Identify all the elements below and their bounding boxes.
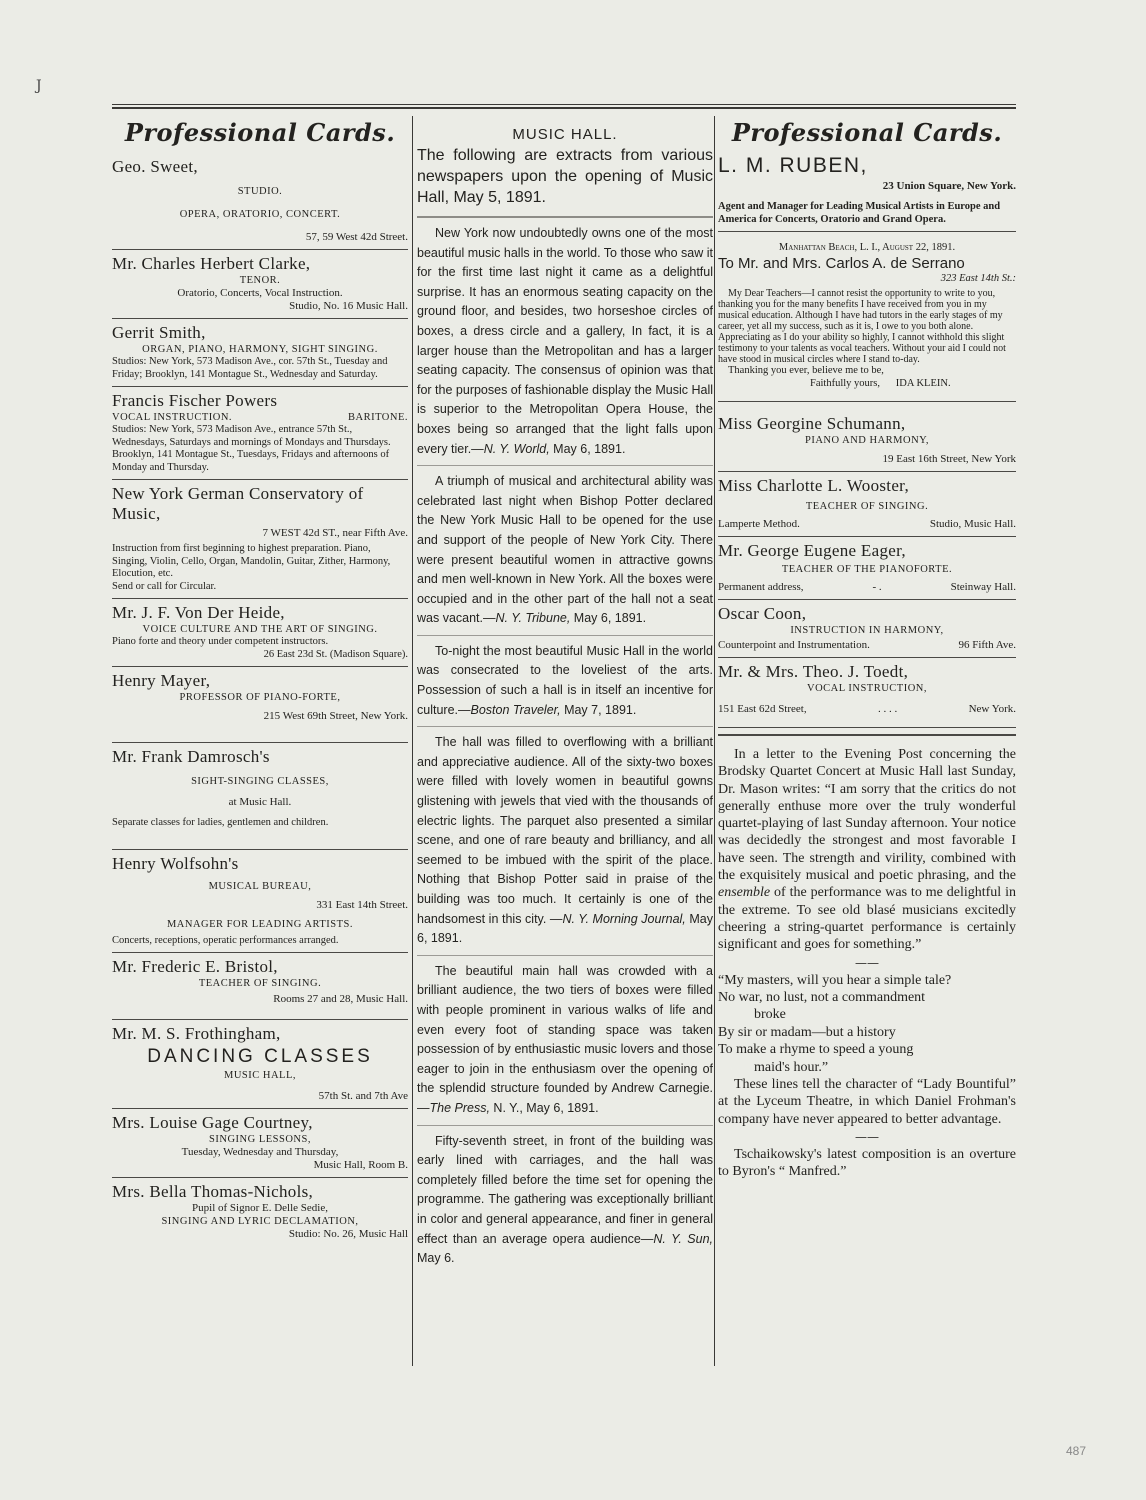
card-address: New York. — [968, 703, 1016, 715]
card-line: at Music Hall. — [228, 796, 292, 808]
card-body: Instruction from first beginning to highest preparation. Piano, Singing, Violin, Cello, Organ, Mandolin, Guitar, Zither, Harmony, Elocution, etc. — [112, 543, 391, 579]
card-address: Music Hall, Room B. — [313, 1159, 408, 1171]
card-line: Lamperte Method. — [718, 518, 800, 530]
lead-paragraph: The following are extracts from various newspapers upon the opening of Music Hall, May 5, 1891. — [417, 147, 713, 206]
card-name: Henry Mayer, — [112, 671, 211, 690]
card-name: Mr. M. S. Frothingham, — [112, 1024, 281, 1043]
card-address: 23 Union Square, New York. — [882, 180, 1016, 192]
margin-mark: J — [36, 78, 42, 94]
divider-dash: —— — [855, 1129, 879, 1144]
card-von-der-heide — [112, 599, 408, 667]
card-line: VOCAL INSTRUCTION, — [806, 683, 928, 694]
card-name: Miss Georgine Schumann, — [718, 414, 906, 433]
card-line: VOICE CULTURE AND THE ART OF SINGING. — [142, 624, 378, 635]
card-name: Miss Charlotte L. Wooster, — [718, 476, 910, 495]
card-leader: - . — [872, 581, 882, 593]
card-name: Geo. Sweet, — [112, 157, 198, 176]
card-address: 57, 59 West 42d Street. — [305, 231, 408, 243]
card-line: Send or call for Circular. — [112, 580, 217, 592]
card-address: Studio: No. 26, Music Hall — [288, 1228, 408, 1240]
card-line: Permanent address, — [718, 581, 804, 593]
card-toedt — [718, 658, 1016, 728]
card-body: Separate classes for ladies, gentlemen and children. — [112, 817, 329, 828]
card-line: TEACHER OF SINGING. — [805, 501, 929, 512]
dancing-classes-title: DANCING CLASSES — [147, 1046, 373, 1067]
card-name: Mr. Frank Damrosch's — [112, 747, 270, 766]
card-address: 26 East 23d St. (Madison Square). — [263, 648, 408, 660]
card-frothingham — [112, 1020, 408, 1109]
card-eager — [718, 537, 1016, 600]
card-schumann — [718, 402, 1016, 472]
card-damrosch — [112, 743, 408, 850]
testimonial-letter — [718, 232, 1016, 402]
card-line: BARITONE. — [347, 412, 408, 423]
card-line: MUSICAL BUREAU, — [208, 880, 312, 892]
page-number: 487 — [1065, 1444, 1086, 1458]
card-thomas-nichols — [112, 1178, 408, 1246]
card-address: Steinway Hall. — [950, 581, 1016, 593]
divider-dash: —— — [855, 955, 879, 970]
card-leader: . . . . — [877, 703, 898, 715]
article-press: The beautiful main hall was crowded with a brilliant audience, the two tiers of boxes were filled with people prominent in various walks of life and even every foot of standing space was taken possession of by enthusiastic music lovers and those eager to join in the enthusiasm over the opening of the splendid structure founded by Andrew Carnegie.—The Press, N. Y., May 6, 1891. — [417, 955, 713, 1125]
card-name: Mr. George Eugene Eager, — [718, 541, 906, 560]
card-name: Mr. Frederic E. Bristol, — [112, 957, 278, 976]
right-heading: Professional Cards. — [731, 118, 1003, 147]
news-lady-bountiful: These lines tell the character of “Lady Bountiful” at the Lyceum Theatre, in which Daniel Frohman's company have never appeared to better advantage. — [718, 1077, 1016, 1127]
card-name: New York German Conservatory of Music, — [112, 484, 364, 523]
card-body: Studios: New York, 573 Madison Ave., cor. 57th St., Tuesday and Friday; Brooklyn, 141 Montague St., Wednesday and Saturday. — [112, 356, 388, 380]
card-line: SINGING LESSONS, — [209, 1134, 311, 1145]
card-name: Oscar Coon, — [718, 604, 807, 623]
card-line: INSTRUCTION IN HARMONY, — [790, 625, 944, 636]
card-henry-mayer — [112, 667, 408, 743]
card-bristol — [112, 953, 408, 1020]
news-brodsky: In a letter to the Evening Post concerning the Brodsky Quartet Concert at Music Hall last Sunday, Dr. Mason writes: “I am sorry that the critics do not generally enthuse more over the truly wonderful quartet-playing of last Sunday afternoon. Your notice was decidedly the strongest and most favorable I have seen. The strength and virility, combined with the exquisitely musical and poetic phrasing, and the ensemble of the performance was to me delightful in the extreme. To see old blasé musicians excitedly cheering a string-quartet performance is certainly significant and goes for something.” — [718, 747, 1016, 953]
letter-recipient: To Mr. and Mrs. Carlos A. de Serrano — [718, 254, 965, 272]
card-body: Concerts, receptions, operatic performances arranged. — [112, 934, 339, 946]
card-address: Studio, Music Hall. — [929, 518, 1016, 530]
card-name: Gerrit Smith, — [112, 323, 206, 342]
card-name: Mr. & Mrs. Theo. J. Toedt, — [718, 662, 909, 681]
card-address: Rooms 27 and 28, Music Hall. — [273, 993, 408, 1005]
card-coon — [718, 600, 1016, 658]
card-clarke — [112, 250, 408, 319]
music-hall-title: MUSIC HALL. — [512, 126, 618, 143]
card-line: SIGHT-SINGING CLASSES, — [191, 776, 329, 787]
top-rule-thick — [112, 107, 1016, 109]
card-line: Counterpoint and Instrumentation. — [718, 639, 870, 651]
card-line: 151 East 62d Street, — [718, 703, 807, 715]
card-address: 331 East 14th Street. — [316, 898, 408, 911]
card-ruben — [718, 153, 1016, 232]
card-body: Piano forte and theory under competent instructors. — [112, 636, 329, 647]
card-wolfsohn — [112, 850, 408, 954]
article-boston: To-night the most beautiful Music Hall in the world was consecrated to the loveliest of the arts. Possession of such a hall is in itself an incentive for culture.—Boston Traveler, May 7, 1891. — [417, 635, 713, 726]
card-line: TENOR. — [239, 275, 281, 286]
card-line: Tuesday, Wednesday and Thursday, — [181, 1146, 339, 1158]
article-sun: Fifty-seventh street, in front of the building was early lined with carriages, and the hall was completely filled before the time set for opening the programme. The gathering was exceptionally brilliant in color and general appearance, and finer in general effect than an average opera audience—N. Y. Sun, May 6. — [417, 1125, 713, 1275]
top-rule — [112, 104, 1016, 105]
card-line: MANAGER FOR LEADING ARTISTS. — [166, 918, 354, 930]
left-column — [112, 118, 408, 1246]
column-divider-2 — [714, 116, 715, 1366]
news-tschaikowsky: Tschaikowsky's latest composition is an overture to Byron's “ Manfred.” — [718, 1146, 1016, 1180]
letter-place: Manhattan Beach, L. I., August 22, 1891. — [778, 242, 956, 253]
card-address: 19 East 16th Street, New York — [882, 453, 1016, 465]
news-section — [718, 734, 1016, 1180]
card-line: MUSIC HALL, — [223, 1070, 296, 1081]
letter-sign: Faithfully yours, — [810, 377, 880, 389]
card-body: Studios: New York, 573 Madison Ave., entrance 57th St., Wednesdays, Saturdays and mornings of Mondays and Thursdays. Brooklyn, 141 Montague St., Tuesdays, Fridays and afternoons of Monday and Thursday. — [112, 424, 391, 473]
letter-closing: Thanking you ever, believe me to be, — [728, 365, 884, 376]
card-line: TEACHER OF SINGING. — [198, 978, 322, 989]
card-wooster — [718, 472, 1016, 537]
card-line: OPERA, ORATORIO, CONCERT. — [179, 209, 341, 220]
card-conservatory — [112, 480, 408, 599]
article-journal: The hall was filled to overflowing with a brilliant and appreciative audience. All of the sixty-two boxes were filled with lovely women in beautiful gowns glistening with jewels that vied with the thousands of electric lights. The parquet also presented a similar scene, and one of rare beauty and brilliancy, and all seemed to be imbued with the spirit of the place. Nothing that Bishop Potter said in praise of the building was too much. It certainly is one of the handsomest in this city. —N. Y. Morning Journal, May 6, 1891. — [417, 726, 713, 955]
card-address: Studio, No. 16 Music Hall. — [289, 300, 408, 312]
card-name: Henry Wolfsohn's — [112, 853, 239, 873]
verse-block: “My masters, will you hear a simple tale? No war, no lust, not a commandment broke By sir or madam—but a history To make a rhyme to speed a young maid's hour.” — [718, 972, 952, 1075]
card-name: Mr. Charles Herbert Clarke, — [112, 254, 311, 273]
card-body: Agent and Manager for Leading Musical Artists in Europe and America for Concerts, Oratorio and Grand Opera. — [718, 201, 1001, 225]
card-line: TEACHER OF THE PIANOFORTE. — [781, 564, 953, 575]
card-line: PROFESSOR OF PIANO-FORTE, — [179, 692, 341, 703]
column-divider-1 — [412, 116, 413, 1366]
card-address: 57th St. and 7th Ave — [318, 1090, 408, 1102]
letter-body: My Dear Teachers—I cannot resist the opportunity to write to you, thanking you for the many benefits I have received from you in my musical education. Although I have had tutors in the early stages of my career, yet all my success, such as it is, I owe to you both alone. Appreciating as I do your ability so highly, I cannot withhold this slight testimony to your talents as vocal teachers. Without your aid I could not have stood in musical circles where I stand to-day. — [718, 288, 1006, 365]
card-line: VOCAL INSTRUCTION. — [112, 412, 233, 423]
card-powers — [112, 387, 408, 480]
card-address: 215 West 69th Street, New York. — [263, 710, 408, 722]
letter-signature: IDA KLEIN. — [895, 377, 951, 389]
card-line: PIANO AND HARMONY, — [804, 435, 930, 446]
card-line: SINGING AND LYRIC DECLAMATION, — [161, 1216, 359, 1227]
card-courtney — [112, 1109, 408, 1178]
card-name: Francis Fischer Powers — [112, 391, 278, 410]
left-heading: Professional Cards. — [124, 118, 396, 147]
letter-address: 323 East 14th St.: — [940, 272, 1016, 284]
middle-column — [417, 118, 713, 1275]
card-line: Pupil of Signor E. Delle Sedie, — [192, 1202, 328, 1214]
right-column — [718, 118, 1016, 1180]
card-name: Mrs. Bella Thomas-Nichols, — [112, 1182, 314, 1201]
card-line: Oratorio, Concerts, Vocal Instruction. — [177, 287, 343, 299]
card-name: L. M. RUBEN, — [718, 154, 868, 177]
article-tribune: A triumph of musical and architectural ability was celebrated last night when Bishop Potter declared the New York Music Hall to be opened for the use and support of the people of New York City. There were present beautiful women in attractive gowns and men well-known in New York. All the boxes were occupied and in the other part of the hall not a seat was vacant.—N. Y. Tribune, May 6, 1891. — [417, 465, 713, 635]
card-name: Mrs. Louise Gage Courtney, — [112, 1113, 313, 1132]
card-geo-sweet — [112, 153, 408, 250]
card-address: 7 WEST 42d ST., near Fifth Ave. — [262, 527, 408, 539]
card-gerrit-smith — [112, 319, 408, 387]
article-world: New York now undoubtedly owns one of the most beautiful music halls in the world. To those who saw it for the first time last night it came as a delightful surprise. It has an enormous seating capacity on the ground floor, and besides, two horseshoe circles of boxes, a dress circle and a gallery, In fact, it is a larger house than the Metropolitan and has a larger seating capacity. The consensus of opinion was that for the purposes of fashionable display the Music Hall is superior to the Metropolitan Opera House, the boxes being so arranged that the light falls upon every tier.—N. Y. World, May 6, 1891. — [417, 216, 713, 465]
card-line: ORGAN, PIANO, HARMONY, SIGHT SINGING. — [142, 344, 378, 355]
card-name: Mr. J. F. Von Der Heide, — [112, 603, 285, 622]
card-address: 96 Fifth Ave. — [958, 639, 1016, 651]
card-line: STUDIO. — [237, 186, 283, 197]
